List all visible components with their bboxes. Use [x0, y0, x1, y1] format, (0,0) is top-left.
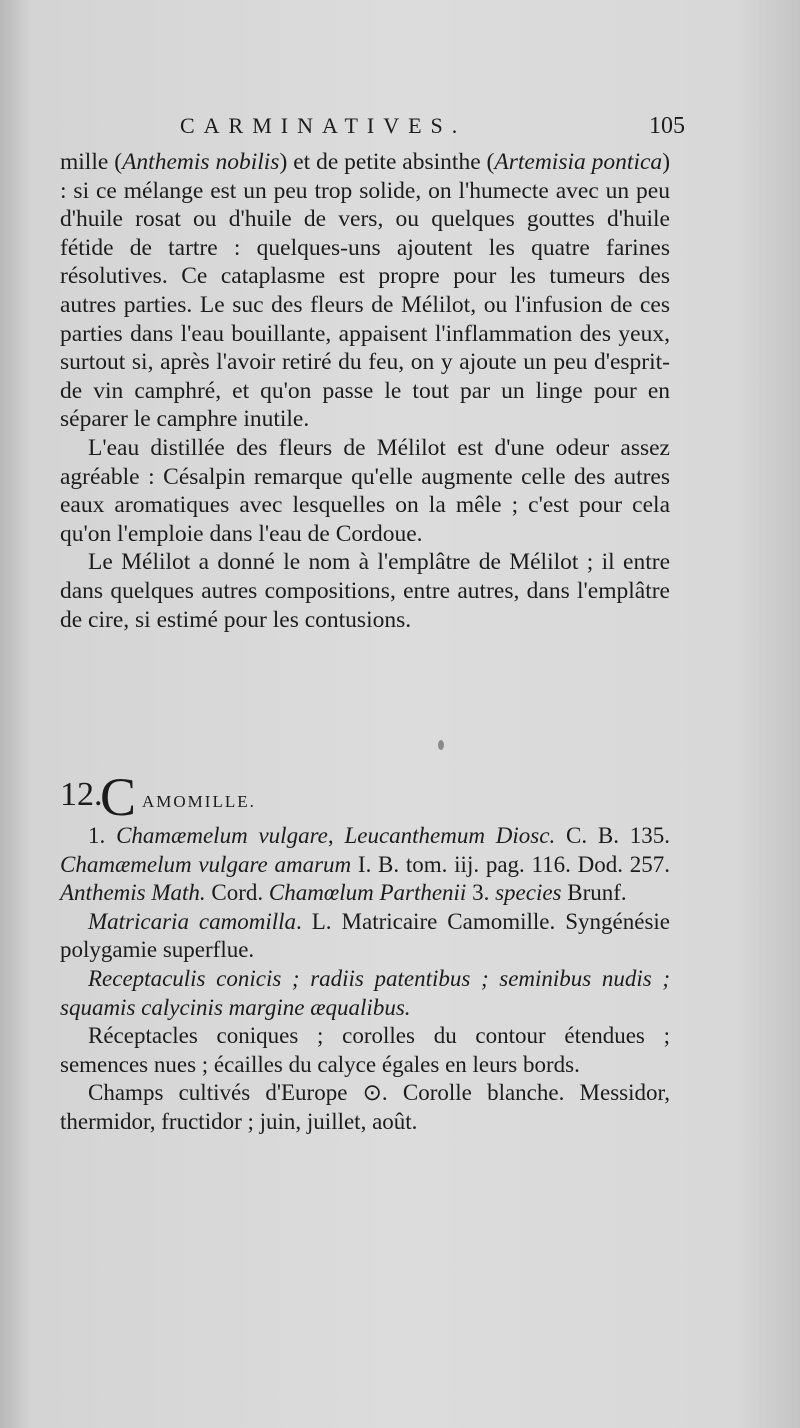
italic-text: Receptaculis conicis ; radiis patentibus ; seminibus nudis ; squamis calycinis margine æqualibus.: [60, 965, 670, 1020]
text-run: mille (: [60, 149, 123, 175]
ink-blot: [438, 740, 444, 750]
italic-text: Chamœlum Parthenii: [268, 880, 467, 906]
text-run: C. B. 135.: [555, 823, 671, 848]
text-run: L'eau distillée des fleurs de Mélilot est d'une odeur assez agréable : Césalpin remarque qu'elle augmente celle des autres eaux aromatiques avec lesquelles on la mêle ; c'est pour cela qu'on l'emploie dans l'eau de Cordoue.: [60, 434, 670, 547]
paragraph: [60, 548, 670, 634]
italic-text: Leucanthemum Diosc.: [344, 823, 556, 848]
italic-text: species: [495, 880, 562, 906]
text-run: Réceptacles coniques ; corolles du contour étendues ; semences nues ; écailles du calyce égales en leurs bords.: [60, 1023, 670, 1077]
section-number: 12.: [60, 776, 103, 813]
paragraph: [60, 822, 670, 908]
text-run: Champs cultivés d'Europe ⊙. Corolle blanche. Messidor, thermidor, fructidor ; juin, juillet, août.: [60, 1080, 670, 1134]
section-title: AMOMILLE.: [142, 792, 256, 811]
text-run: 3.: [466, 880, 496, 906]
text-run: I. B. tom. iij. pag. 116. Dod. 257.: [351, 851, 670, 877]
text-run: ) et de petite absinthe (: [279, 149, 495, 175]
page-number: 105: [649, 113, 685, 139]
section-heading: [60, 767, 660, 827]
paragraph: [60, 1022, 670, 1079]
text-run: Cord.: [205, 880, 269, 906]
text-run: ,: [327, 823, 345, 848]
paragraph: [60, 148, 670, 434]
text-run: 1.: [88, 823, 117, 848]
body-text: [60, 148, 670, 634]
section-initial: C: [100, 767, 137, 827]
italic-text: Anthemis Math.: [60, 880, 206, 906]
paragraph: [60, 908, 670, 965]
text-run: ) : si ce mélange est un peu trop solide, on l'humecte avec un peu d'huile rosat ou d'huile de vers, ou quelques gouttes d'huile fétide de tartre : quelques-uns ajoutent les quatre farines résolutives. Ce cataplasme est propre pour les tumeurs des autres parties. Le suc des fleurs de Mélilot, ou l'infusion de ces parties dans l'eau bouillante, appaisent l'inflammation des yeux, surtout si, après l'avoir retiré du feu, on y ajoute un peu d'esprit-de vin camphré, et qu'on passe le tout par un linge pour en séparer le camphre inutile.: [60, 149, 671, 433]
italic-text: Chamæmelum vulgare: [116, 823, 328, 848]
paragraph: [60, 1079, 670, 1136]
text-run: Le Mélilot a donné le nom à l'emplâtre de Mélilot ; il entre dans quelques autres compositions, entre autres, dans l'emplâtre de cire, si estimé pour les contusions.: [60, 549, 670, 633]
paragraph: [60, 965, 670, 1022]
italic-text: Artemisia pontica: [494, 149, 663, 175]
italic-text: Chamæmelum vulgare amarum: [60, 851, 352, 877]
italic-text: Anthemis nobilis: [122, 149, 280, 175]
page-header: [60, 113, 685, 147]
italic-text: Matricaria camomilla: [88, 908, 297, 934]
synonymy-text: [60, 822, 670, 1137]
running-title: CARMINATIVES.: [180, 113, 467, 138]
text-run: Brunf.: [561, 880, 627, 906]
text-run: . L. Matricaire Camomille. Syngénésie polygamie superflue.: [60, 908, 670, 963]
paragraph: [60, 434, 670, 548]
